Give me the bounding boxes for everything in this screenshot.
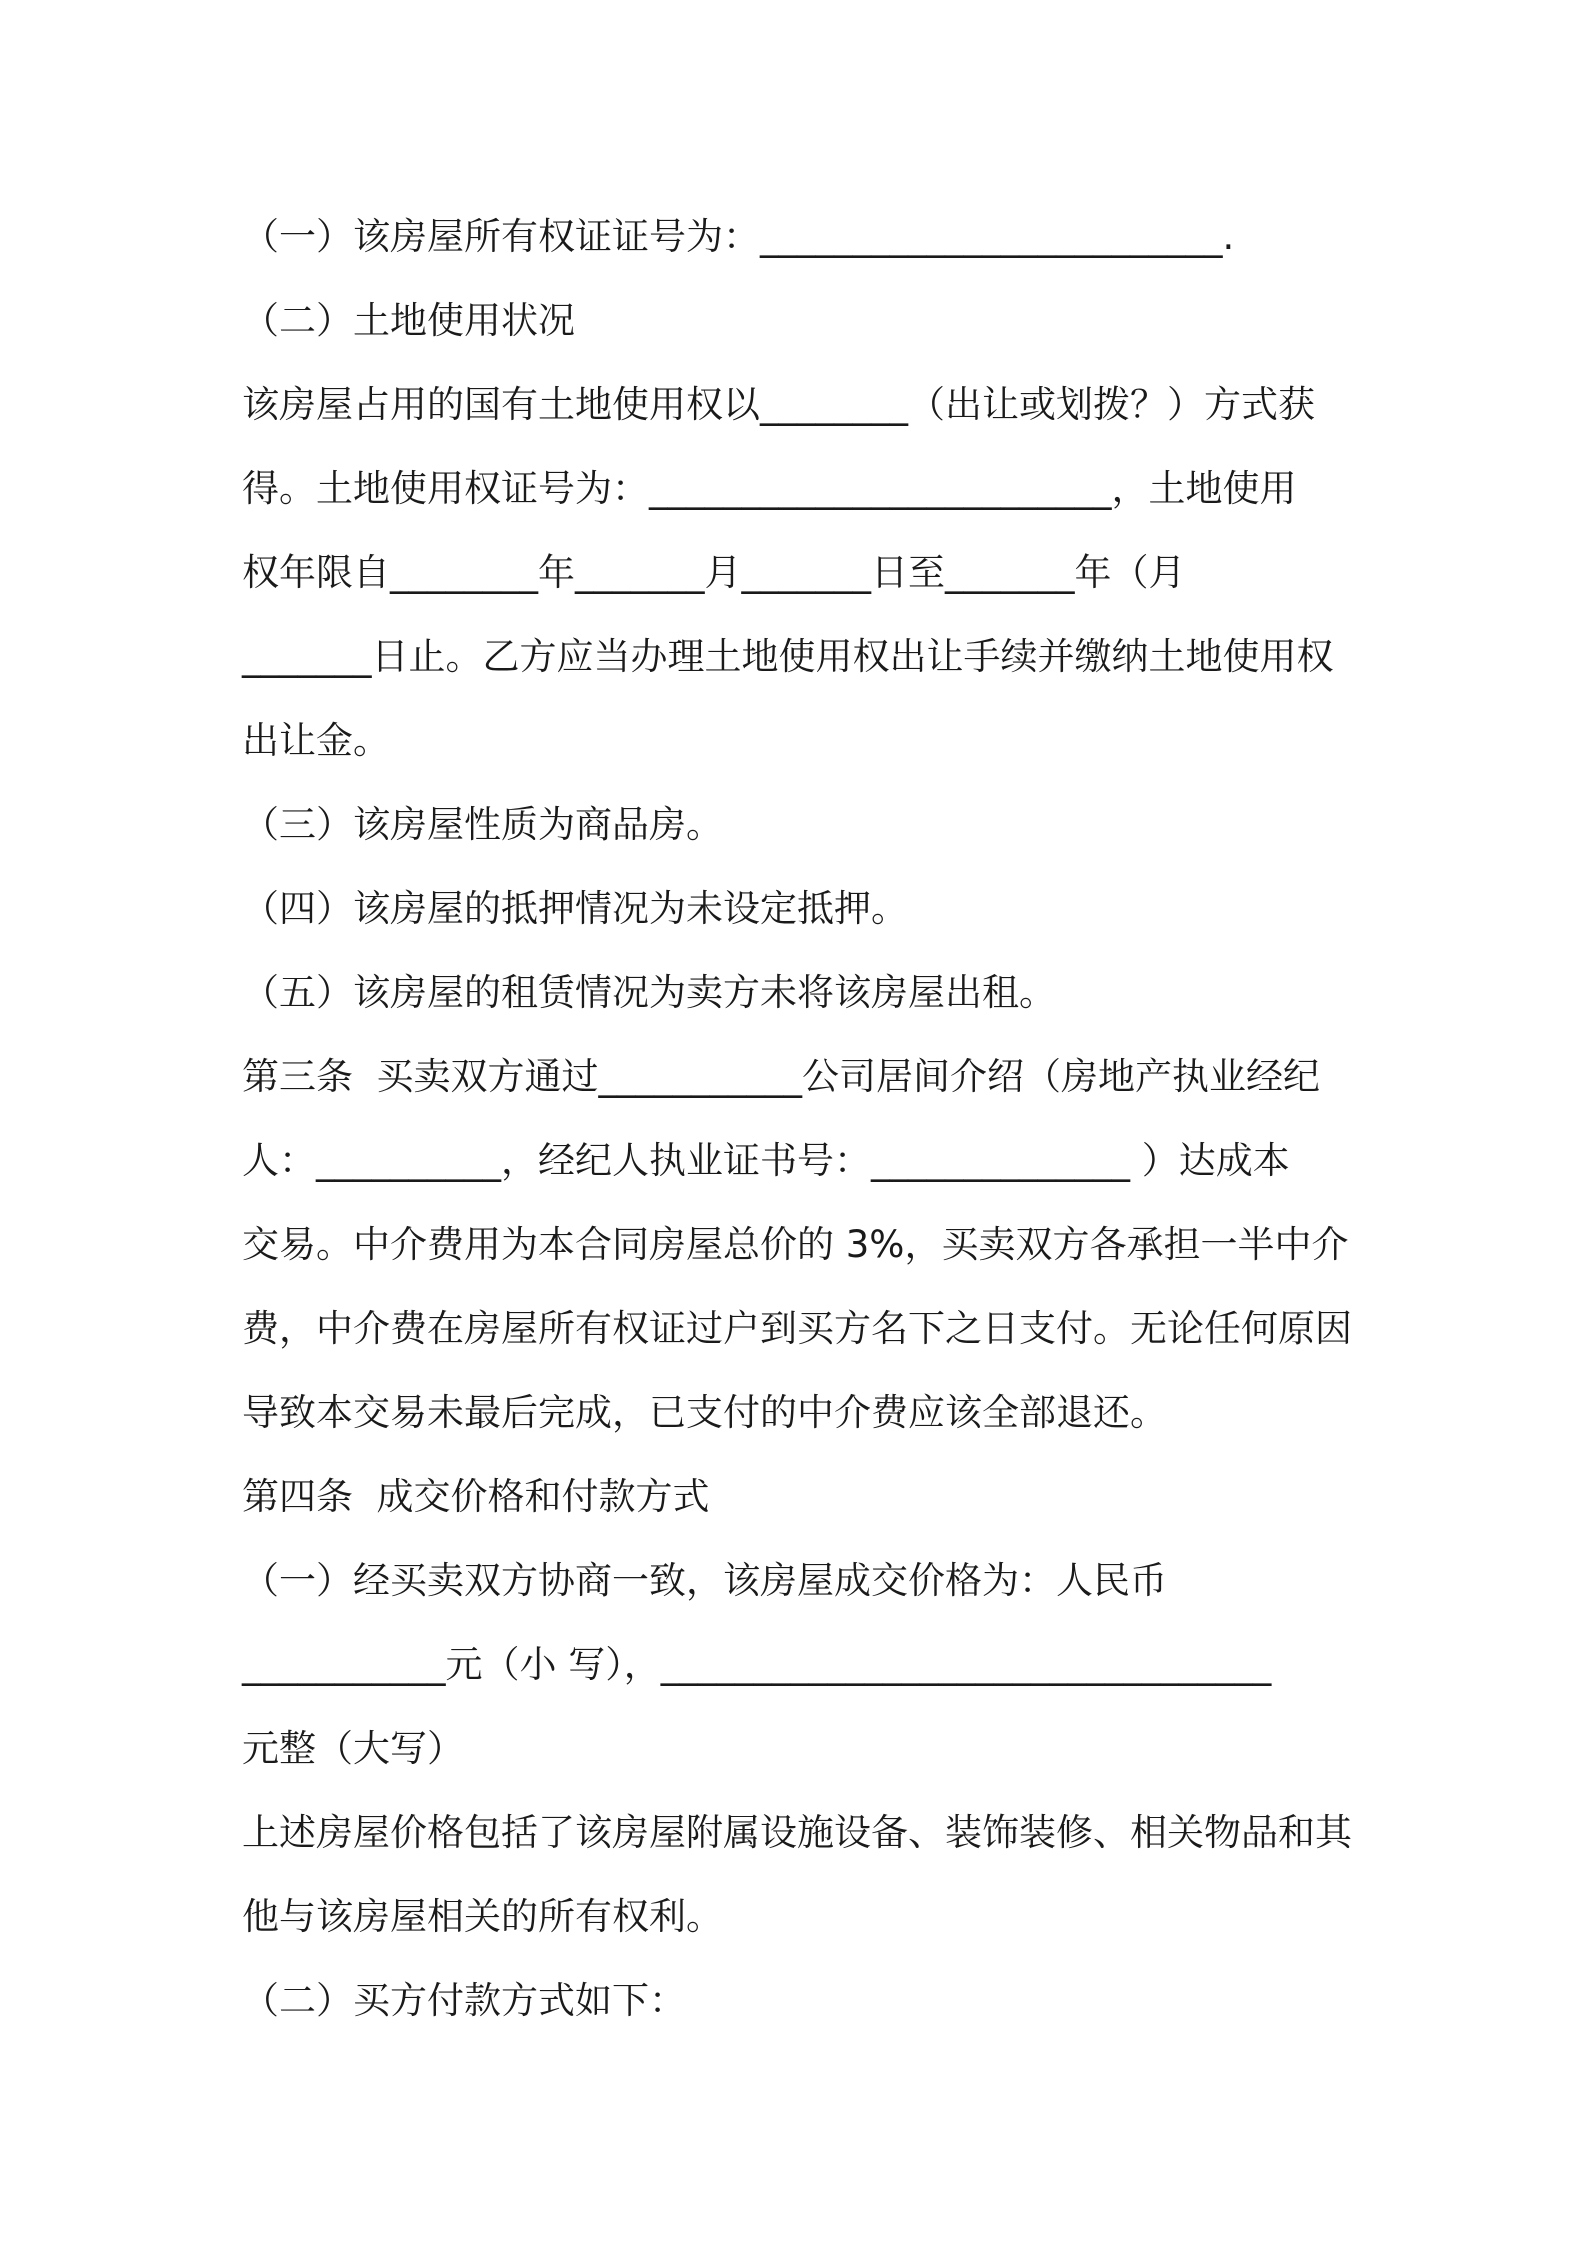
clause-4-mortgage: （四）该房屋的抵押情况为未设定抵押。 bbox=[242, 887, 908, 930]
paragraph-line: 权年限自________年_______月_______日至_______年（月 bbox=[242, 551, 1186, 594]
article-4-heading: 第四条 成交价格和付款方式 bbox=[242, 1475, 710, 1518]
paragraph-line: 元整（大写） bbox=[242, 1727, 464, 1770]
clause-2-land-use-heading: （二）土地使用状况 bbox=[242, 299, 575, 342]
paragraph-line: 上述房屋价格包括了该房屋附属设施设备、装饰装修、相关物品和其 bbox=[242, 1811, 1352, 1854]
article-3-heading: 第三条 买卖双方通过___________公司居间介绍（房地产执业经纪 bbox=[242, 1055, 1321, 1098]
clause-5-lease: （五）该房屋的租赁情况为卖方未将该房屋出租。 bbox=[242, 971, 1056, 1014]
paragraph-line: 费，中介费在房屋所有权证过户到买方名下之日支付。无论任何原因 bbox=[242, 1307, 1352, 1350]
paragraph-line: 交易。中介费用为本合同房屋总价的 3%，买卖双方各承担一半中介 bbox=[242, 1223, 1349, 1266]
paragraph-line: _______日止。乙方应当办理土地使用权出让手续并缴纳土地使用权 bbox=[242, 635, 1334, 678]
paragraph-line: 该房屋占用的国有土地使用权以________（出让或划拨？）方式获 bbox=[242, 383, 1315, 426]
paragraph-line: ___________元（小 写），_________________________________ bbox=[242, 1643, 1272, 1686]
clause-3-property-nature: （三）该房屋性质为商品房。 bbox=[242, 803, 723, 846]
paragraph-line: 导致本交易未最后完成，已支付的中介费应该全部退还。 bbox=[242, 1391, 1167, 1434]
paragraph-line: 出让金。 bbox=[242, 719, 390, 762]
paragraph-line: 他与该房屋相关的所有权利。 bbox=[242, 1895, 723, 1938]
clause-1-property-cert: （一）该房屋所有权证证号为：_________________________. bbox=[242, 215, 1235, 258]
paragraph-line: 人：__________，经纪人执业证书号：______________ ）达成本 bbox=[242, 1139, 1290, 1182]
clause-payment-method: （二）买方付款方式如下： bbox=[242, 1979, 686, 2022]
paragraph-line: 得。土地使用权证号为：_________________________，土地使用 bbox=[242, 467, 1297, 510]
clause-price: （一）经买卖双方协商一致，该房屋成交价格为：人民币 bbox=[242, 1559, 1167, 1602]
